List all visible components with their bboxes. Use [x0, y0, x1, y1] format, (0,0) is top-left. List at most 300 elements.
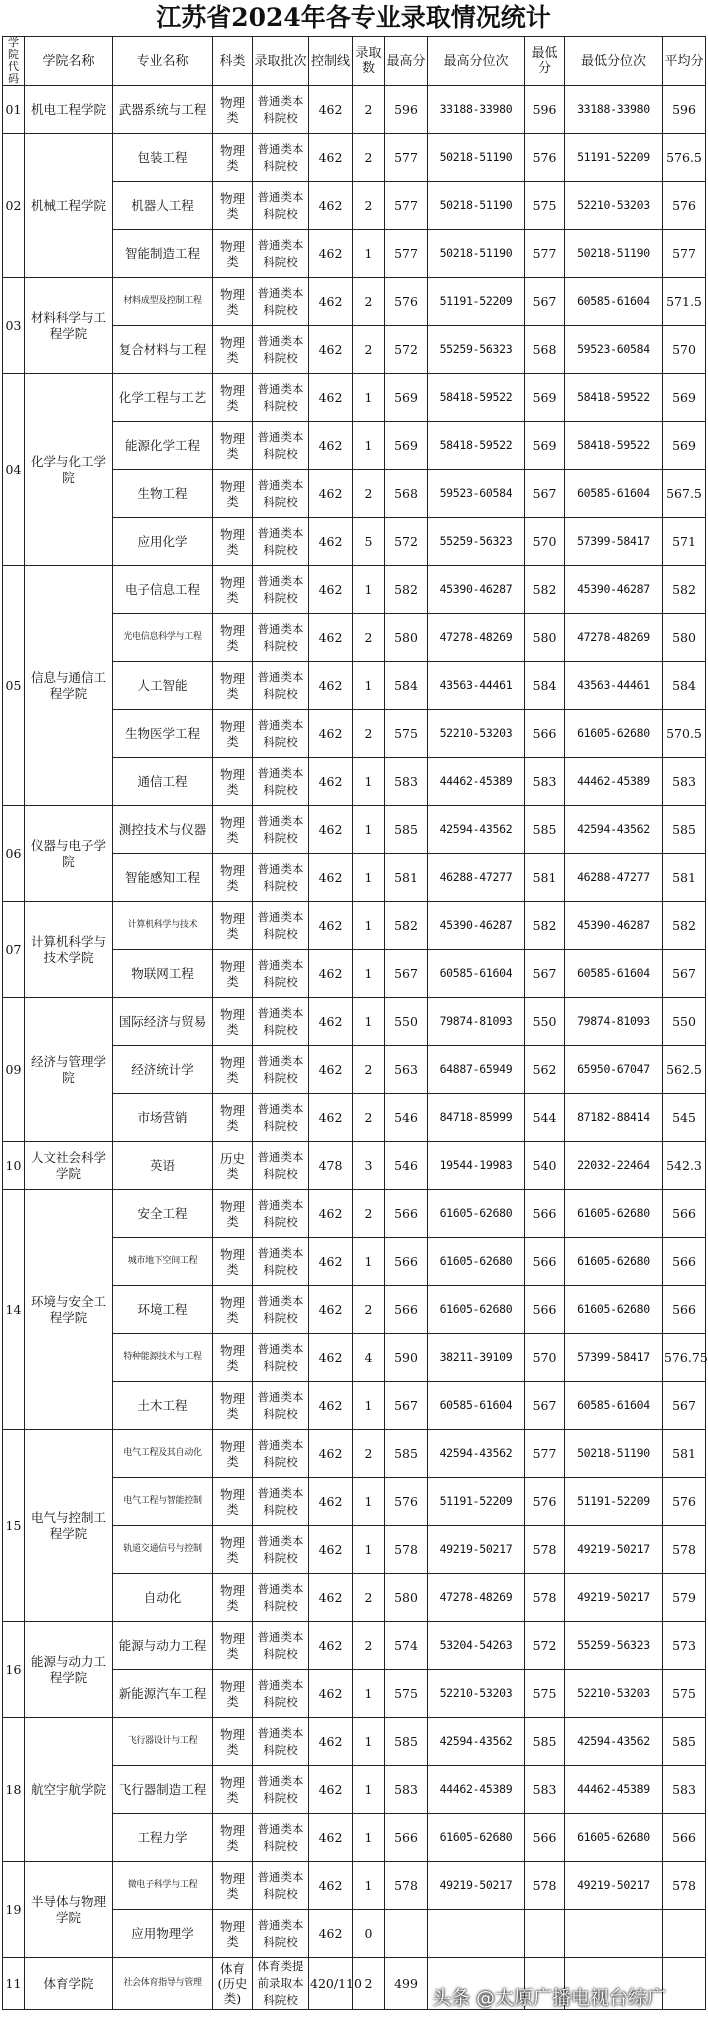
table-row [3, 1862, 706, 1910]
major-cell: 应用物理学 [113, 1910, 213, 1958]
avg-cell: 566 [663, 1814, 706, 1862]
max-cell: 572 [385, 326, 428, 374]
min-rank-cell: 65950-67047 [565, 1046, 663, 1094]
max-cell: 572 [385, 518, 428, 566]
max-rank-cell: 61605-62680 [428, 1286, 525, 1334]
max-cell: 582 [385, 902, 428, 950]
min-rank-cell: 60585-61604 [565, 950, 663, 998]
college-code-cell: 10 [3, 1142, 25, 1190]
max-rank-cell: 55259-56323 [428, 518, 525, 566]
avg-cell: 585 [663, 806, 706, 854]
batch-cell: 普通类本科院校 [253, 806, 309, 854]
avg-cell: 566 [663, 1190, 706, 1238]
batch-cell: 体育类提前录取本科院校 [253, 1958, 309, 2010]
min-rank-cell: 61605-62680 [565, 710, 663, 758]
min-rank-cell: 49219-50217 [565, 1862, 663, 1910]
column-header: 最高分 [385, 37, 428, 86]
line-cell: 462 [309, 470, 353, 518]
min-rank-cell: 57399-58417 [565, 1334, 663, 1382]
avg-cell: 576.5 [663, 134, 706, 182]
avg-cell: 584 [663, 662, 706, 710]
table-row [3, 374, 706, 422]
max-rank-cell: 60585-61604 [428, 950, 525, 998]
count-cell: 2 [353, 470, 385, 518]
max-rank-cell: 59523-60584 [428, 470, 525, 518]
avg-cell: 571 [663, 518, 706, 566]
max-rank-cell: 45390-46287 [428, 566, 525, 614]
batch-cell: 普通类本科院校 [253, 1286, 309, 1334]
batch-cell: 普通类本科院校 [253, 710, 309, 758]
line-cell: 462 [309, 854, 353, 902]
count-cell: 2 [353, 1958, 385, 2010]
count-cell: 2 [353, 1190, 385, 1238]
column-header: 最高分位次 [428, 37, 525, 86]
line-cell: 462 [309, 1766, 353, 1814]
line-cell: 462 [309, 1382, 353, 1430]
avg-cell: 570.5 [663, 710, 706, 758]
max-cell: 566 [385, 1814, 428, 1862]
line-cell: 462 [309, 662, 353, 710]
max-cell: 575 [385, 1670, 428, 1718]
major-cell: 工程力学 [113, 1814, 213, 1862]
kelei-cell: 物理类 [213, 1286, 253, 1334]
min-cell: 566 [525, 1814, 565, 1862]
max-rank-cell: 44462-45389 [428, 1766, 525, 1814]
major-cell: 武器系统与工程 [113, 86, 213, 134]
max-cell [385, 1910, 428, 1958]
min-cell: 575 [525, 182, 565, 230]
min-cell: 569 [525, 374, 565, 422]
count-cell: 1 [353, 902, 385, 950]
min-cell: 566 [525, 710, 565, 758]
min-cell: 567 [525, 470, 565, 518]
avg-cell: 567.5 [663, 470, 706, 518]
major-cell: 电气工程与智能控制 [113, 1478, 213, 1526]
college-name-cell: 航空宇航学院 [25, 1718, 113, 1862]
max-cell: 567 [385, 1382, 428, 1430]
line-cell: 462 [309, 1910, 353, 1958]
major-cell: 社会体育指导与管理 [113, 1958, 213, 2010]
batch-cell: 普通类本科院校 [253, 1622, 309, 1670]
min-rank-cell: 58418-59522 [565, 422, 663, 470]
major-cell: 复合材料与工程 [113, 326, 213, 374]
kelei-cell: 物理类 [213, 1382, 253, 1430]
line-cell: 462 [309, 1670, 353, 1718]
min-cell: 567 [525, 950, 565, 998]
max-cell: 546 [385, 1142, 428, 1190]
count-cell: 3 [353, 1142, 385, 1190]
count-cell: 1 [353, 854, 385, 902]
count-cell: 2 [353, 710, 385, 758]
table-body [3, 86, 706, 2010]
avg-cell: 579 [663, 1574, 706, 1622]
count-cell: 1 [353, 1862, 385, 1910]
kelei-cell: 物理类 [213, 1862, 253, 1910]
max-cell: 567 [385, 950, 428, 998]
max-cell: 596 [385, 86, 428, 134]
line-cell: 462 [309, 1478, 353, 1526]
major-cell: 包装工程 [113, 134, 213, 182]
max-rank-cell: 38211-39109 [428, 1334, 525, 1382]
max-rank-cell: 58418-59522 [428, 422, 525, 470]
max-rank-cell: 43563-44461 [428, 662, 525, 710]
count-cell: 1 [353, 1526, 385, 1574]
avg-cell: 576 [663, 1478, 706, 1526]
batch-cell: 普通类本科院校 [253, 1670, 309, 1718]
kelei-cell: 物理类 [213, 278, 253, 326]
table-row [3, 1718, 706, 1766]
table-row [3, 806, 706, 854]
college-code-cell: 02 [3, 134, 25, 278]
column-header: 控制线 [309, 37, 353, 86]
college-code-cell: 11 [3, 1958, 25, 2010]
max-rank-cell: 84718-85999 [428, 1094, 525, 1142]
kelei-cell: 物理类 [213, 1670, 253, 1718]
kelei-cell: 物理类 [213, 1622, 253, 1670]
batch-cell: 普通类本科院校 [253, 1334, 309, 1382]
major-cell: 物联网工程 [113, 950, 213, 998]
max-rank-cell [428, 1910, 525, 1958]
line-cell: 462 [309, 710, 353, 758]
max-cell: 580 [385, 1574, 428, 1622]
table-header-row [3, 37, 706, 86]
max-rank-cell: 51191-52209 [428, 1478, 525, 1526]
min-cell: 580 [525, 614, 565, 662]
count-cell: 1 [353, 662, 385, 710]
kelei-cell: 物理类 [213, 806, 253, 854]
line-cell: 462 [309, 422, 353, 470]
column-header: 平均分 [663, 37, 706, 86]
avg-cell: 566 [663, 1286, 706, 1334]
kelei-cell: 物理类 [213, 1766, 253, 1814]
major-cell: 光电信息科学与工程 [113, 614, 213, 662]
min-cell: 583 [525, 758, 565, 806]
line-cell: 462 [309, 1526, 353, 1574]
max-rank-cell: 42594-43562 [428, 1718, 525, 1766]
batch-cell: 普通类本科院校 [253, 1574, 309, 1622]
watermark: 头条 @太原广播电视台综广 [432, 1987, 667, 2009]
major-cell: 化学工程与工艺 [113, 374, 213, 422]
max-cell: 577 [385, 230, 428, 278]
min-cell: 585 [525, 1718, 565, 1766]
line-cell: 462 [309, 806, 353, 854]
count-cell: 1 [353, 566, 385, 614]
count-cell: 5 [353, 518, 385, 566]
max-cell: 585 [385, 806, 428, 854]
college-code-cell: 07 [3, 902, 25, 998]
table-row [3, 902, 706, 950]
major-cell: 微电子科学与工程 [113, 1862, 213, 1910]
min-cell: 575 [525, 1670, 565, 1718]
kelei-cell: 物理类 [213, 182, 253, 230]
avg-cell: 542.3 [663, 1142, 706, 1190]
major-cell: 生物工程 [113, 470, 213, 518]
batch-cell: 普通类本科院校 [253, 1718, 309, 1766]
count-cell: 1 [353, 374, 385, 422]
college-name-cell: 体育学院 [25, 1958, 113, 2010]
max-rank-cell: 42594-43562 [428, 806, 525, 854]
max-cell: 546 [385, 1094, 428, 1142]
min-rank-cell: 50218-51190 [565, 1430, 663, 1478]
min-cell: 582 [525, 566, 565, 614]
max-rank-cell: 52210-53203 [428, 1670, 525, 1718]
kelei-cell: 物理类 [213, 950, 253, 998]
major-cell: 国际经济与贸易 [113, 998, 213, 1046]
min-rank-cell: 60585-61604 [565, 278, 663, 326]
kelei-cell: 物理类 [213, 1526, 253, 1574]
column-header: 学院代码 [3, 37, 25, 86]
batch-cell: 普通类本科院校 [253, 470, 309, 518]
min-rank-cell: 87182-88414 [565, 1094, 663, 1142]
batch-cell: 普通类本科院校 [253, 950, 309, 998]
column-header: 录取数 [353, 37, 385, 86]
max-cell: 577 [385, 182, 428, 230]
count-cell: 1 [353, 422, 385, 470]
major-cell: 能源化学工程 [113, 422, 213, 470]
min-cell: 569 [525, 422, 565, 470]
min-cell: 540 [525, 1142, 565, 1190]
college-code-cell: 09 [3, 998, 25, 1142]
min-rank-cell: 22032-22464 [565, 1142, 663, 1190]
min-rank-cell: 79874-81093 [565, 998, 663, 1046]
admission-table [2, 36, 706, 2010]
college-name-cell: 半导体与物理学院 [25, 1862, 113, 1958]
kelei-cell: 物理类 [213, 230, 253, 278]
max-rank-cell: 61605-62680 [428, 1238, 525, 1286]
max-cell: 499 [385, 1958, 428, 2010]
college-name-cell: 机械工程学院 [25, 134, 113, 278]
min-cell: 578 [525, 1574, 565, 1622]
avg-cell: 567 [663, 1382, 706, 1430]
max-rank-cell: 53204-54263 [428, 1622, 525, 1670]
min-cell: 576 [525, 134, 565, 182]
max-cell: 585 [385, 1430, 428, 1478]
batch-cell: 普通类本科院校 [253, 854, 309, 902]
line-cell: 478 [309, 1142, 353, 1190]
min-cell: 568 [525, 326, 565, 374]
batch-cell: 普通类本科院校 [253, 1766, 309, 1814]
line-cell: 420/110 [309, 1958, 353, 2010]
kelei-cell: 物理类 [213, 758, 253, 806]
max-rank-cell: 52210-53203 [428, 710, 525, 758]
min-rank-cell: 33188-33980 [565, 86, 663, 134]
college-name-cell: 环境与安全工程学院 [25, 1190, 113, 1430]
max-rank-cell: 50218-51190 [428, 230, 525, 278]
min-rank-cell: 45390-46287 [565, 902, 663, 950]
line-cell: 462 [309, 1718, 353, 1766]
table-row [3, 998, 706, 1046]
line-cell: 462 [309, 1622, 353, 1670]
batch-cell: 普通类本科院校 [253, 1526, 309, 1574]
max-cell: 583 [385, 1766, 428, 1814]
table-row [3, 1142, 706, 1190]
batch-cell: 普通类本科院校 [253, 1814, 309, 1862]
min-cell [525, 1910, 565, 1958]
min-cell: 582 [525, 902, 565, 950]
line-cell: 462 [309, 278, 353, 326]
kelei-cell: 物理类 [213, 1094, 253, 1142]
min-rank-cell: 61605-62680 [565, 1286, 663, 1334]
max-cell: 550 [385, 998, 428, 1046]
max-rank-cell: 58418-59522 [428, 374, 525, 422]
table-row [3, 566, 706, 614]
max-cell: 569 [385, 374, 428, 422]
max-cell: 563 [385, 1046, 428, 1094]
kelei-cell: 物理类 [213, 86, 253, 134]
major-cell: 英语 [113, 1142, 213, 1190]
batch-cell: 普通类本科院校 [253, 758, 309, 806]
max-cell: 569 [385, 422, 428, 470]
min-rank-cell: 42594-43562 [565, 1718, 663, 1766]
batch-cell: 普通类本科院校 [253, 1862, 309, 1910]
major-cell: 飞行器设计与工程 [113, 1718, 213, 1766]
line-cell: 462 [309, 182, 353, 230]
avg-cell: 569 [663, 374, 706, 422]
line-cell: 462 [309, 518, 353, 566]
max-rank-cell: 19544-19983 [428, 1142, 525, 1190]
avg-cell: 550 [663, 998, 706, 1046]
min-rank-cell: 44462-45389 [565, 758, 663, 806]
count-cell: 1 [353, 230, 385, 278]
min-rank-cell [565, 1910, 663, 1958]
avg-cell: 582 [663, 902, 706, 950]
max-cell: 585 [385, 1718, 428, 1766]
column-header: 科类 [213, 37, 253, 86]
max-cell: 576 [385, 1478, 428, 1526]
kelei-cell: 物理类 [213, 1718, 253, 1766]
table-row [3, 1430, 706, 1478]
major-cell: 特种能源技术与工程 [113, 1334, 213, 1382]
max-rank-cell: 60585-61604 [428, 1382, 525, 1430]
batch-cell: 普通类本科院校 [253, 614, 309, 662]
min-cell: 567 [525, 278, 565, 326]
min-cell: 566 [525, 1238, 565, 1286]
avg-cell: 596 [663, 86, 706, 134]
line-cell: 462 [309, 950, 353, 998]
kelei-cell: 物理类 [213, 1814, 253, 1862]
batch-cell: 普通类本科院校 [253, 422, 309, 470]
min-cell: 585 [525, 806, 565, 854]
max-rank-cell: 79874-81093 [428, 998, 525, 1046]
batch-cell: 普通类本科院校 [253, 1238, 309, 1286]
avg-cell: 567 [663, 950, 706, 998]
min-rank-cell: 42594-43562 [565, 806, 663, 854]
max-cell: 576 [385, 278, 428, 326]
kelei-cell: 物理类 [213, 1478, 253, 1526]
line-cell: 462 [309, 1814, 353, 1862]
kelei-cell: 物理类 [213, 614, 253, 662]
max-rank-cell: 50218-51190 [428, 182, 525, 230]
kelei-cell: 物理类 [213, 134, 253, 182]
avg-cell: 576 [663, 182, 706, 230]
min-cell: 581 [525, 854, 565, 902]
avg-cell: 581 [663, 1430, 706, 1478]
column-header: 专业名称 [113, 37, 213, 86]
avg-cell: 573 [663, 1622, 706, 1670]
kelei-cell: 物理类 [213, 710, 253, 758]
max-cell: 581 [385, 854, 428, 902]
line-cell: 462 [309, 1334, 353, 1382]
batch-cell: 普通类本科院校 [253, 1046, 309, 1094]
college-name-cell: 材料科学与工程学院 [25, 278, 113, 374]
major-cell: 测控技术与仪器 [113, 806, 213, 854]
batch-cell: 普通类本科院校 [253, 1382, 309, 1430]
min-rank-cell: 46288-47277 [565, 854, 663, 902]
count-cell: 1 [353, 1718, 385, 1766]
min-cell: 584 [525, 662, 565, 710]
count-cell: 2 [353, 614, 385, 662]
table-row [3, 1622, 706, 1670]
batch-cell: 普通类本科院校 [253, 326, 309, 374]
min-cell: 567 [525, 1382, 565, 1430]
count-cell: 1 [353, 1382, 385, 1430]
min-cell: 596 [525, 86, 565, 134]
count-cell: 1 [353, 1766, 385, 1814]
min-rank-cell: 45390-46287 [565, 566, 663, 614]
college-code-cell: 16 [3, 1622, 25, 1718]
max-cell: 568 [385, 470, 428, 518]
max-rank-cell: 33188-33980 [428, 86, 525, 134]
max-cell: 584 [385, 662, 428, 710]
min-cell: 572 [525, 1622, 565, 1670]
kelei-cell: 物理类 [213, 374, 253, 422]
college-code-cell: 14 [3, 1190, 25, 1430]
batch-cell: 普通类本科院校 [253, 230, 309, 278]
max-cell: 566 [385, 1238, 428, 1286]
count-cell: 2 [353, 1286, 385, 1334]
count-cell: 2 [353, 134, 385, 182]
min-rank-cell: 52210-53203 [565, 1670, 663, 1718]
avg-cell: 562.5 [663, 1046, 706, 1094]
line-cell: 462 [309, 1238, 353, 1286]
line-cell: 462 [309, 1862, 353, 1910]
max-cell: 578 [385, 1862, 428, 1910]
line-cell: 462 [309, 1190, 353, 1238]
min-cell: 544 [525, 1094, 565, 1142]
min-rank-cell: 51191-52209 [565, 134, 663, 182]
count-cell: 2 [353, 326, 385, 374]
min-cell: 550 [525, 998, 565, 1046]
min-rank-cell: 43563-44461 [565, 662, 663, 710]
count-cell: 2 [353, 1574, 385, 1622]
count-cell: 2 [353, 1430, 385, 1478]
major-cell: 城市地下空间工程 [113, 1238, 213, 1286]
max-cell: 577 [385, 134, 428, 182]
line-cell: 462 [309, 134, 353, 182]
college-name-cell: 人文社会科学学院 [25, 1142, 113, 1190]
min-rank-cell: 60585-61604 [565, 1382, 663, 1430]
min-cell: 583 [525, 1766, 565, 1814]
max-rank-cell: 64887-65949 [428, 1046, 525, 1094]
kelei-cell: 物理类 [213, 326, 253, 374]
max-rank-cell: 47278-48269 [428, 1574, 525, 1622]
min-rank-cell: 47278-48269 [565, 614, 663, 662]
college-name-cell: 电气与控制工程学院 [25, 1430, 113, 1622]
kelei-cell: 物理类 [213, 1574, 253, 1622]
min-cell: 577 [525, 1430, 565, 1478]
line-cell: 462 [309, 374, 353, 422]
line-cell: 462 [309, 566, 353, 614]
count-cell: 1 [353, 1670, 385, 1718]
min-rank-cell: 55259-56323 [565, 1622, 663, 1670]
min-cell: 577 [525, 230, 565, 278]
min-rank-cell: 50218-51190 [565, 230, 663, 278]
college-name-cell: 机电工程学院 [25, 86, 113, 134]
major-cell: 能源与动力工程 [113, 1622, 213, 1670]
avg-cell: 581 [663, 854, 706, 902]
min-cell: 578 [525, 1526, 565, 1574]
kelei-cell: 物理类 [213, 518, 253, 566]
